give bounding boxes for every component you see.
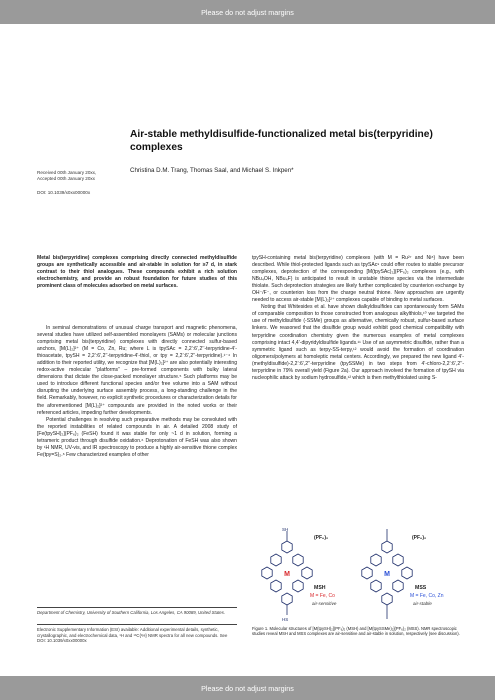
footnote-divider	[37, 607, 237, 608]
received-date: Received 00th January 20xx,	[37, 170, 97, 175]
msh-stability: air-sensitive	[312, 601, 337, 606]
accepted-date: Accepted 00th January 20xx	[37, 176, 95, 181]
figure-1	[252, 527, 462, 625]
thiol-label: SH	[282, 527, 289, 532]
right-column	[252, 255, 464, 382]
figure-caption: Figure 1. Molecular structures of [M(tpySH)₂](PF₆)₂ (MSH) and [M(tpySSMe)₂](PF₆)₂ (MSS). NMR spectroscopic studies reveal MSH and MSS complexes are air-sensitive and air-stable in solution, respectively (see discussion).	[252, 626, 460, 637]
thiol-label: HS	[282, 617, 289, 622]
mss-stability: air-stable	[413, 601, 432, 606]
msh-metals: M = Fe, Co	[310, 593, 335, 599]
mss-metals: M = Fe, Co, Zn	[410, 593, 444, 599]
abstract: Metal bis(terpyridine) complexes comprising directly connected methyldisulfide groups are synthetically accessible and air-stable in solution for ≥7 d, in stark contrast to their thiol analogues. These compounds exhibit a rich solution electrochemistry, and provide an robust foundation for future studies of this prominent class of molecules adsorbed on metal surfaces.	[37, 255, 237, 290]
msh-structure	[262, 527, 337, 622]
paper-title: Air-stable methyldisulfide-functionalized metal bis(terpyridine) complexes	[130, 129, 433, 153]
metal-center: M	[384, 571, 390, 578]
paragraph: Noting that Whitesides et al. have shown dialkyldisulfides can spontaneously form SAMs of comparable composition to those constructed from analogous alkylthiols,¹⁰ we targeted the use of methyldisulfide (-SSMe) groups as alternative, chemically robust, sulfur-based surface linkers. We reasoned that the disulfide group would exhibit good chemical compatibility with terpyridine coordination chemistry given the numerous examples of metal complexes comprising intact 4,4’-dipyridyldisulfide ligands.¹¹ Use of an asymmetric disulfide, rather than a symmetric ligand such as terpy-SS-terpy,¹² would avoid the formation of coordination oligomers/polymers at homoleptic metal centers. Accordingly, we prepared the new ligand 4’-(methyldisulfide)-2,2’:6’,2’’-terpyridine (tpySSMe) in two steps from 4’-chloro-2,2’:6’,2’’-terpyridine in 79% overall yield (Figure 2a). Our approach involved the formation of tpySH via nucleophilic attack by sodium hydrosulfide,¹² which is then methylthiolated using S-	[252, 304, 464, 381]
margin-banner-top: Please do not adjust margins	[0, 0, 495, 24]
metal-center: M	[284, 571, 290, 578]
paragraph: In seminal demonstrations of unusual charge transport and magnetic phenomena, several studies have utilized self-assembled monolayers (SAMs) or molecular junctions comprising metal bis(terpyridine) complexes with directly connected sulfur-based anchors, [M(L)₂]²⁺ (M = Co, Zn, Ru; where L is tpySAc = 2,2’:6’,2’’-terpyridine-4’-thioacetate, tpySH = 2,2’:6’,2’’-terpyridine-4’-thiol, or tpy = 2,2’:6’,2’’-terpyridine).¹⁻⁴ In addition to their reported utility, we recognize that [M(L)₂]²⁺ are also potentially interesting redox-active molecular “platforms” – pre-formed components with bulky lateral dimensions that dictate the close-packed monolayer structure.⁵ Such platforms may be used to introduce different functional species and/or free volume into a SAM without disrupting the underlying surface assembly process, a long-standing challenge in the field. Remarkably, however, no explicit synthetic procedures or characterization details for the aforementioned [M(L)₂]²⁺ compounds are provided in the noted works or their referenced articles, impeding further developments.	[37, 325, 237, 416]
paragraph: Potential challenges in resolving such preparative methods may be convoluted with the reported instabilities of related compounds in air. A detailed 2008 study of [Fe(tpySH)₂](PF₆)₂ (FeSH) found it was stable for only ~1 d in solution, forming a tetrameric product through disulfide oxidation.⁶ Deprotonation of FeSH was also shown by ¹H NMR, UV-vis, and IR spectroscopy to produce a highly air-sensitive thione complex Fe(tpy=S)₂.⁶ Few characterized examples of other	[37, 416, 237, 458]
mss-structure	[362, 529, 444, 619]
paragraph: tpySH-containing metal bis(terpyridine) complexes (with M = Ru²⁷ and Ni⁸) have been described. While thiol-protected ligands such as tpySAc⁹ could offer routes to stable precursor complexes, deprotection of the corresponding [M(tpySAc)₂](PF₆)₂ complexes (e.g., with NBu₄OH, NBu₄F) is anticipated to result in unstable thione species via the intermediate thiolate. Such deprotection strategies are likely further complicated by counterion exchange by OH⁻/F⁻, or counterion loss from the charge neutral thione. New approaches are urgently needed to access air-stable [M(L)₂]²⁺ complexes capable of binding to metal surfaces.	[252, 255, 464, 304]
msh-label: MSH	[314, 585, 326, 591]
footnote-divider	[37, 624, 237, 625]
molecular-structures	[252, 527, 462, 625]
affiliation: Department of Chemistry, University of Southern California, Los Angeles, CA 90089, United States.	[37, 610, 226, 615]
authors: Christina D.M. Trang, Thomas Saal, and Michael S. Inkpen*	[130, 167, 294, 174]
esi-note: Electronic Supplementary Information (ESI) available: Additional experimental details, synthetic, crystallographic, and electrochemical data, ¹H and ¹³C{¹H} NMR spectra for all new compounds. See DOI: 10.1039/x0xx00000x	[37, 627, 228, 644]
margin-banner-bottom: Please do not adjust margins	[0, 676, 495, 700]
mss-label: MSS	[415, 585, 427, 591]
counterion-label: (PF₆)₂	[412, 535, 427, 541]
left-column	[37, 325, 237, 459]
counterion-label: (PF₆)₂	[314, 535, 329, 541]
doi: DOI: 10.1039/x0xx00000x	[37, 190, 91, 195]
